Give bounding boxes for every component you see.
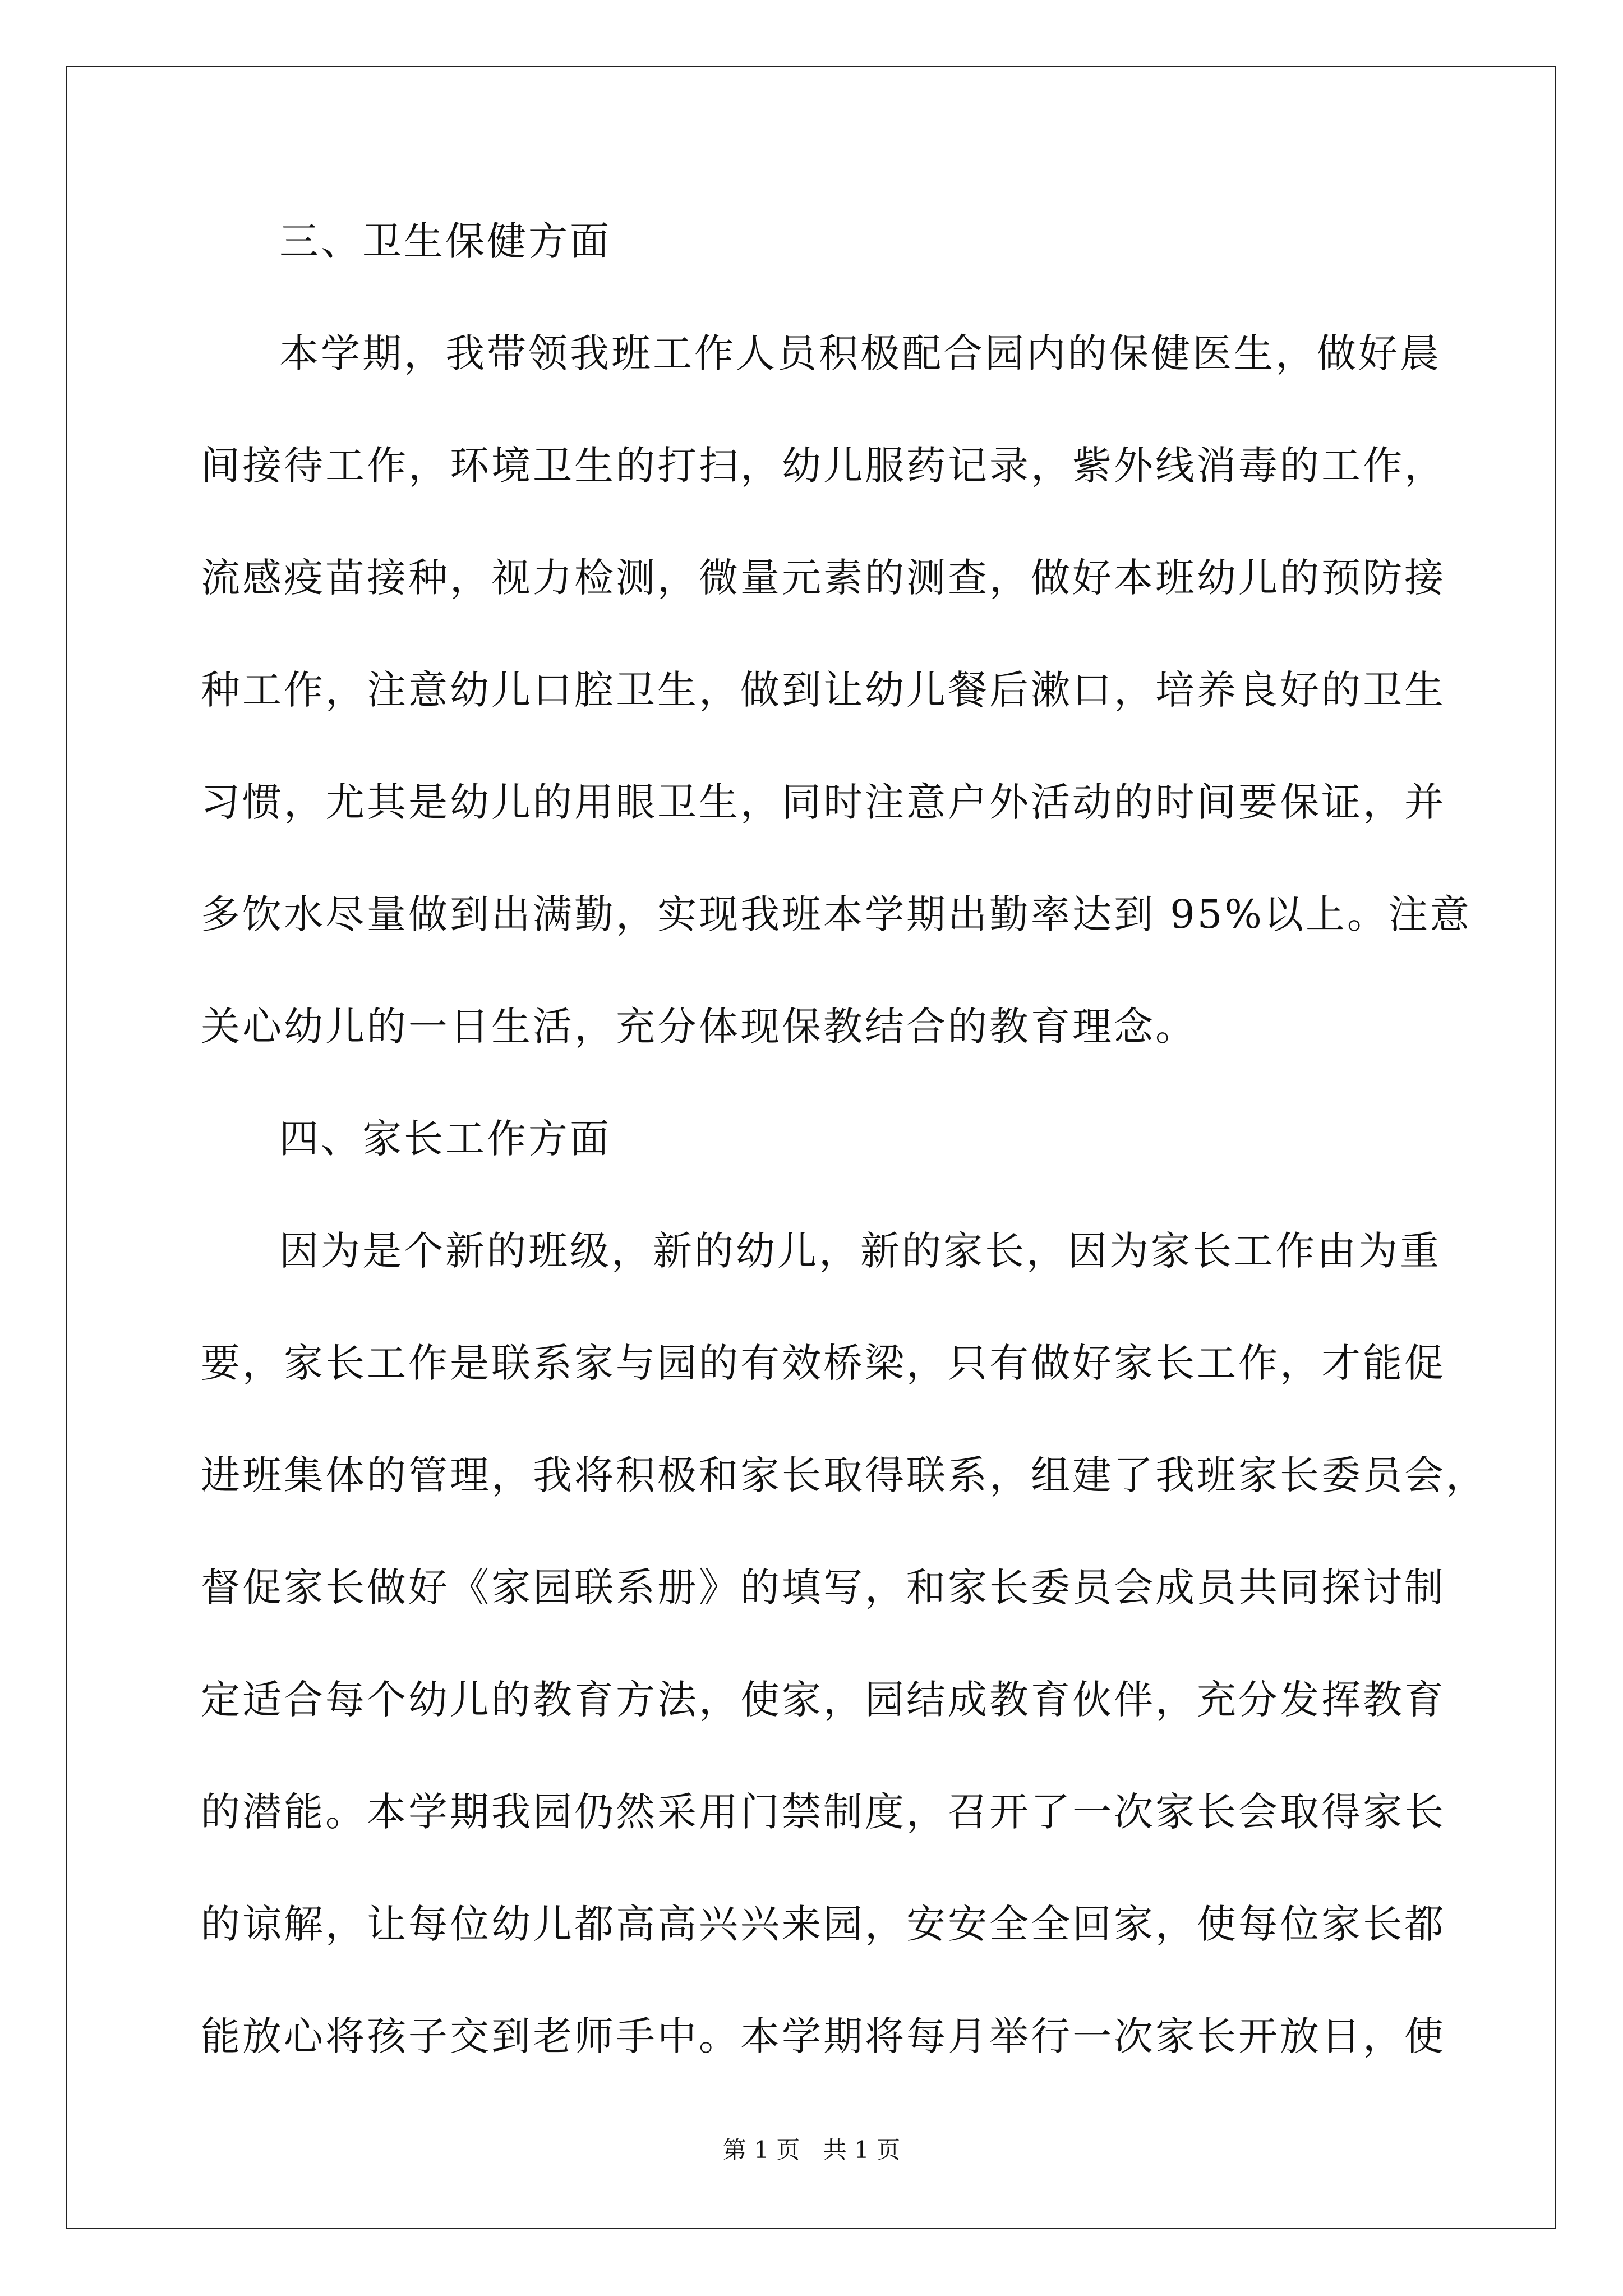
paragraph-line: 因为是个新的班级，新的幼儿，新的家长，因为家长工作由为重	[279, 1228, 1441, 1274]
paragraph-line: 能放心将孩子交到老师手中。本学期将每月举行一次家长开放日，使	[201, 2013, 1446, 2059]
page-footer	[0, 2132, 1623, 2165]
paragraph-line: 进班集体的管理，我将积极和家长取得联系，组建了我班家长委员会，	[201, 1452, 1487, 1498]
page-number: 第 1 页	[722, 2136, 800, 2164]
paragraph-line: 种工作，注意幼儿口腔卫生，做到让幼儿餐后漱口，培养良好的卫生	[201, 667, 1446, 713]
paragraph-line: 间接待工作，环境卫生的打扫，幼儿服药记录，紫外线消毒的工作，	[201, 443, 1446, 489]
paragraph-line: 的潜能。本学期我园仍然采用门禁制度，召开了一次家长会取得家长	[201, 1789, 1446, 1835]
paragraph-line: 关心幼儿的一日生活，充分体现保教结合的教育理念。	[201, 1004, 1197, 1050]
paragraph-line: 本学期，我带领我班工作人员积极配合园内的保健医生，做好晨	[279, 330, 1441, 376]
paragraph-line: 流感疫苗接种，视力检测，微量元素的测查，做好本班幼儿的预防接	[201, 555, 1446, 601]
paragraph-line: 定适合每个幼儿的教育方法，使家，园结成教育伙伴，充分发挥教育	[201, 1677, 1446, 1723]
paragraph-line: 习惯，尤其是幼儿的用眼卫生，同时注意户外活动的时间要保证，并	[201, 779, 1446, 825]
section-heading: 四、家长工作方面	[279, 1116, 611, 1162]
page-total: 共 1 页	[823, 2136, 901, 2164]
paragraph-line: 的谅解，让每位幼儿都高高兴兴来园，安安全全回家，使每位家长都	[201, 1901, 1446, 1947]
paragraph-line: 要，家长工作是联系家与园的有效桥梁，只有做好家长工作，才能促	[201, 1340, 1446, 1386]
section-heading: 三、卫生保健方面	[279, 218, 611, 264]
paragraph-line: 多饮水尽量做到出满勤，实现我班本学期出勤率达到 95%以上。注意	[201, 891, 1472, 937]
paragraph-line: 督促家长做好《家园联系册》的填写，和家长委员会成员共同探讨制	[201, 1565, 1446, 1611]
